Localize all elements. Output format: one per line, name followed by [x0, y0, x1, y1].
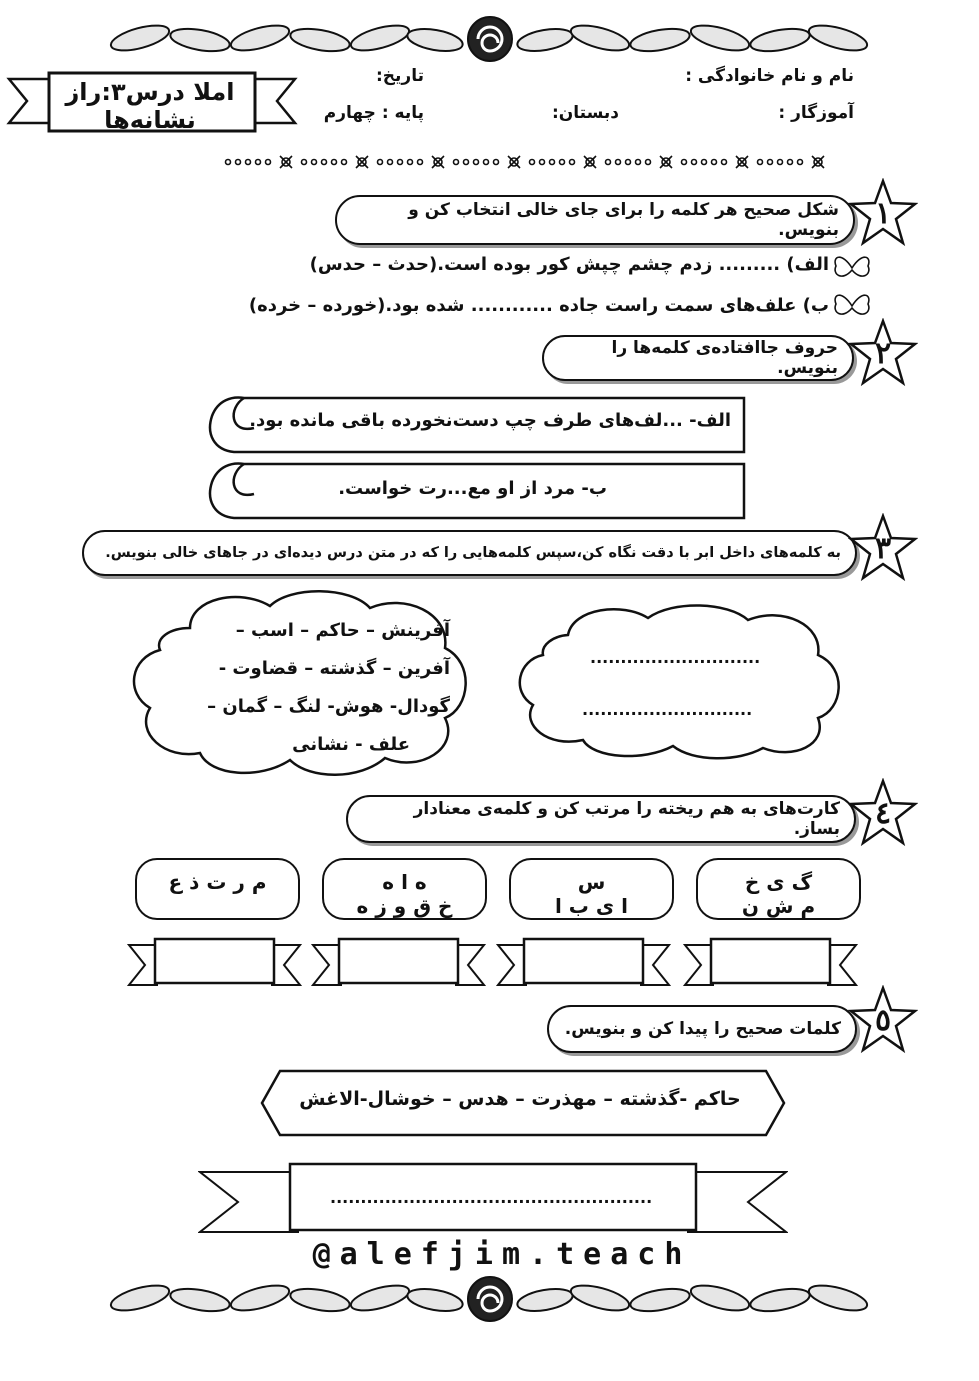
cloud-line-2: آفرین – گذشته – قضاوت -: [218, 658, 450, 679]
q3-number: ٣: [874, 530, 892, 566]
q4-prompt-text: کارت‌های به هم ریخته را مرتب کن و کلمه‌ی معنادار بساز.: [413, 799, 840, 839]
social-handle: @alefjim.teach: [312, 1237, 692, 1272]
butterfly-icon: [832, 252, 872, 284]
q2-star-badge: [848, 318, 918, 388]
answer-ribbon-2[interactable]: [496, 935, 671, 990]
name-label: نام و نام خانوادگی :: [685, 66, 854, 86]
top-leaf-border: [0, 8, 979, 68]
q5-prompt-text: کلمات صحیح را پیدا کن و بنویس.: [564, 1019, 841, 1039]
q2-item-2: ب- مرد از او مع...رت خواست.: [338, 478, 607, 499]
q2-number: ٢: [874, 335, 892, 371]
q4-prompt: [346, 795, 856, 843]
q2-prompt-text: حروف جاافتاده‌ی کلمه‌ها را بنویس.: [611, 338, 838, 378]
q1-item-1: الف) ......... زدم چشم چپش کور بوده است.(حدث – حدس): [309, 254, 829, 275]
answer-ribbon-4[interactable]: [127, 935, 302, 990]
q5-star-badge: [848, 985, 918, 1055]
answer-ribbon-1[interactable]: [683, 935, 858, 990]
ornament-divider: [220, 152, 840, 172]
q1-number: ١: [874, 195, 892, 231]
cloud-line-4: علف - نشانی: [292, 734, 410, 755]
card-3-top: ه ا ه: [382, 870, 427, 894]
card-2-top: س: [577, 870, 606, 894]
date-label: تاریخ:: [376, 66, 424, 86]
letter-card-3: [322, 858, 487, 920]
q2-item-1: الف- ...لف‌های طرف چپ دست‌نخورده باقی مانده بود.: [249, 410, 731, 431]
cloud-line-1: آفرینش – حاکم – اسب –: [235, 620, 450, 641]
q3-prompt: [82, 530, 857, 576]
bottom-leaf-border: [0, 1268, 979, 1328]
q1-item-2: ب) علف‌های سمت راست جاده ............ شده بود.(خورده – خرده): [248, 295, 829, 316]
answer-line-2[interactable]: ............................: [582, 700, 753, 719]
answer-ribbon-3[interactable]: [311, 935, 486, 990]
school-label: دبستان:: [551, 103, 619, 123]
grade-label: پایه : چهارم: [323, 103, 424, 123]
letter-card-1: [696, 858, 861, 920]
q2-prompt: [542, 335, 854, 381]
q1-star-badge: [848, 178, 918, 248]
q1-prompt: [335, 195, 855, 245]
answer-line-1[interactable]: ............................: [590, 648, 761, 667]
q3-prompt-text: به کلمه‌های داخل ابر با دقت نگاه کن،سپس کلمه‌هایی را که در متن درس دیده‌ای در جاهای خالی بنویس.: [105, 545, 841, 561]
card-3-bottom: خ ق و ز ه: [356, 894, 453, 918]
q5-prompt: [547, 1005, 857, 1053]
q3-star-badge: [848, 513, 918, 583]
q5-answer-line[interactable]: .....................................................: [330, 1188, 653, 1207]
cloud-line-3: گودال- هوش- لنگ – گمان –: [207, 696, 450, 717]
card-2-bottom: ا ی ب ا: [554, 894, 629, 918]
q5-words: حاکم -گذشته – مهذرت – هدس – خوشال-الاغش: [299, 1088, 741, 1110]
letter-card-4: [135, 858, 300, 920]
card-1-bottom: م ش ن: [741, 894, 816, 918]
q5-number: ٥: [874, 1002, 892, 1038]
q4-number: ٤: [874, 795, 892, 831]
letter-card-2: [509, 858, 674, 920]
cloud-word-list: [150, 612, 450, 764]
answer-cloud: [513, 600, 848, 760]
q4-star-badge: [848, 778, 918, 848]
teacher-label: آموزگار :: [778, 103, 854, 123]
card-1-top: گ ی خ: [744, 870, 813, 894]
worksheet-title: املا درس۳:راز نشانه‌ها: [65, 78, 235, 134]
card-4-bottom: م ر ت ذ ع: [168, 870, 267, 894]
q1-prompt-text: شکل صحیح هر کلمه را برای جای خالی انتخاب کن و بنویس.: [408, 200, 839, 240]
